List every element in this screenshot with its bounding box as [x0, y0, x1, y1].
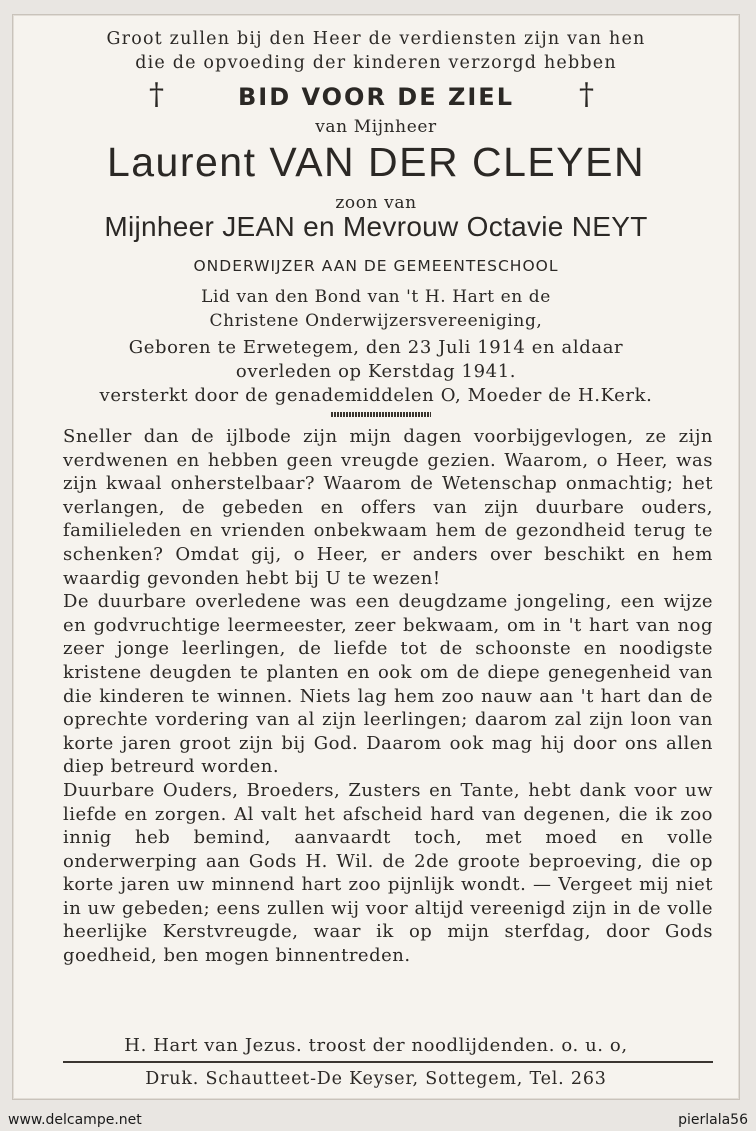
memorial-card: [12, 14, 740, 1100]
prayer-heading: BID VOOR DE ZIEL: [238, 83, 514, 111]
zoon-van: zoon van: [335, 193, 417, 213]
birth-line: Geboren te Erwetegem, den 23 Juli 1914 en aldaar: [128, 337, 624, 358]
watermark-right: pierlala56: [678, 1112, 748, 1128]
cross-left-icon: †: [149, 77, 164, 112]
parents: Mijnheer JEAN en Mevrouw Octavie NEYT: [104, 211, 648, 242]
membership-line-1: Lid van den Bond van 't H. Hart en de: [201, 287, 551, 307]
paragraph-3: Duurbare Ouders, Broeders, Zusters en Tante, hebt dank voor uw liefde en zorgen. Al valt het afscheid hard van degenen, die ik zoo innig heb bemind, aanvaardt toch, met moed en volle onderwerping aan Gods H. Wil. de 2de groote beproeving, die op korte jaren uw minnend hart zoo pijnlijk wondt. — Vergeet mij niet in uw gebeden; eens zullen wij voor altijd vereenigd zijn in de volle heerlijke Kerstvreugde, waar ik op mijn sterfdag, door Gods goedheid, ben mogen binnentreden.: [63, 779, 713, 967]
deceased-name: Laurent VAN DER CLEYEN: [106, 139, 646, 185]
prayer-heading-row: [13, 77, 739, 119]
sacraments-line: versterkt door de genademiddelen O, Moeder de H.Kerk.: [99, 385, 653, 406]
van-mijnheer: van Mijnheer: [315, 117, 437, 137]
footer-divider: [63, 1061, 713, 1063]
verse-line-2: die de opvoeding der kinderen verzorgd hebben: [135, 53, 617, 73]
cross-right-icon: †: [579, 77, 594, 112]
death-line: overleden op Kerstdag 1941.: [235, 361, 517, 382]
eulogy-text: [63, 425, 713, 968]
printer-credit: Druk. Schautteet-De Keyser, Sottegem, Tel. 263: [145, 1069, 607, 1089]
watermark-left: www.delcampe.net: [8, 1112, 142, 1128]
profession: ONDERWIJZER AAN DE GEMEENTESCHOOL: [193, 257, 559, 275]
closing-prayer: H. Hart van Jezus. troost der noodlijdenden. o. u. o,: [124, 1035, 628, 1056]
ornamental-divider: [331, 412, 431, 417]
membership-line-2: Christene Onderwijzersvereeniging,: [209, 311, 543, 331]
paragraph-2: De duurbare overledene was een deugdzame jongeling, een wijze en godvruchtige leermeester, zeer bekwaam, om in 't hart van nog zeer jonge leerlingen, de liefde tot de schoonste en noodigste kristene deugden te planten en ook om de diepe genegenheid van die kinderen te winnen. Niets lag hem zoo nauw aan 't hart dan de oprechte vordering van al zijn leerlingen; daarom zal zijn loon van korte jaren groot zijn bij God. Daarom ook mag hij door ons allen diep betreurd worden.: [63, 591, 713, 778]
verse-line-1: Groot zullen bij den Heer de verdiensten zijn van hen: [106, 29, 646, 49]
paragraph-1: Sneller dan de ijlbode zijn mijn dagen voorbijgevlogen, ze zijn verdwenen en hebben geen vreugde gezien. Waarom, o Heer, was zijn kwaal onherstelbaar? Waarom de Wetenschap onmachtig; het verlangen, de gebeden en offers van zijn duurbare ouders, familieleden en vrienden onbekwaam hem de gezondheid terug te schenken? Omdat gij, o Heer, er anders over beschikt en hem waardig gevonden hebt bij U te wezen!: [63, 426, 713, 589]
